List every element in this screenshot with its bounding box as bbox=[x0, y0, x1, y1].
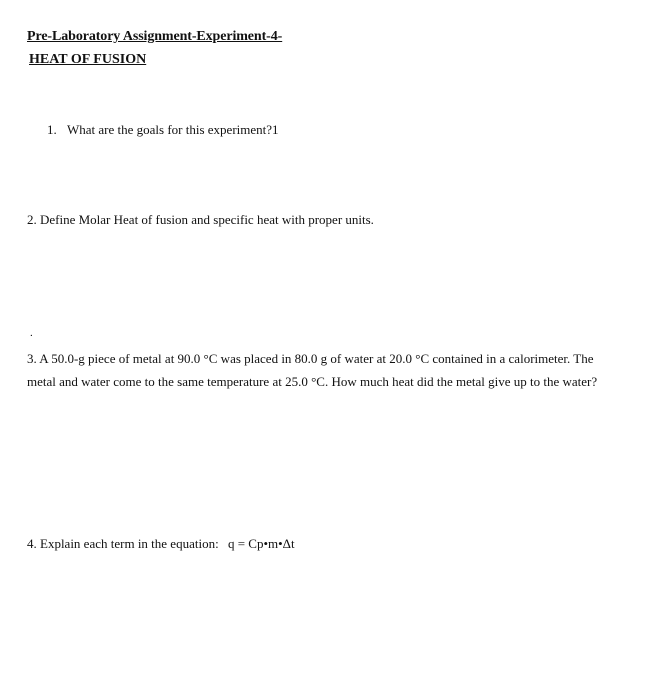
question-3-text-line-1: A 50.0-g piece of metal at 90.0 °C was placed in 80.0 g of water at 20.0 °C contained in a calorimeter. The bbox=[39, 351, 594, 366]
question-3-number: 3. bbox=[27, 351, 37, 366]
question-4 bbox=[27, 533, 295, 555]
question-3-line-1 bbox=[27, 347, 627, 370]
question-2 bbox=[27, 209, 374, 231]
stray-mark: . bbox=[30, 327, 33, 339]
question-3 bbox=[27, 347, 627, 393]
document-subtitle: HEAT OF FUSION bbox=[29, 52, 147, 67]
question-2-text: Define Molar Heat of fusion and specific heat with proper units. bbox=[40, 212, 374, 227]
heat-equation: q = Cp•m•Δt bbox=[227, 536, 295, 551]
question-3-text-line-2: metal and water come to the same temperature at 25.0 °C. How much heat did the metal give up to the water? bbox=[27, 374, 598, 389]
document-title: Pre-Laboratory Assignment-Experiment-4- bbox=[27, 29, 283, 44]
question-4-text: Explain each term in the equation: bbox=[40, 536, 219, 551]
question-1-number: 1. bbox=[47, 122, 57, 137]
question-2-number: 2. bbox=[27, 212, 37, 227]
question-4-number: 4. bbox=[27, 536, 37, 551]
question-1-text: What are the goals for this experiment?1 bbox=[67, 122, 279, 137]
question-1 bbox=[47, 119, 279, 141]
